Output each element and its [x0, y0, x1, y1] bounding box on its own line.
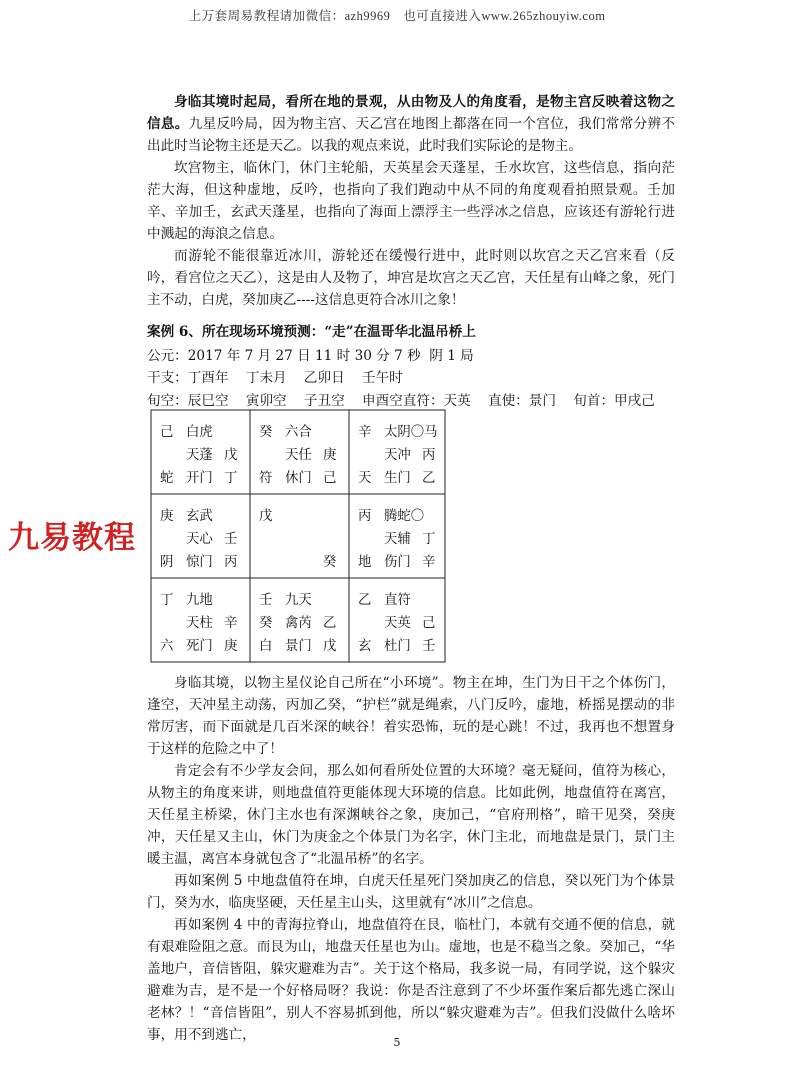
palace-line: [358, 612, 451, 635]
palace-token: 戊: [259, 509, 273, 524]
palace-token: 禽芮: [285, 616, 312, 631]
palace-token: 辛: [224, 616, 238, 631]
palace-cell: [259, 421, 352, 490]
palace-token: 辛: [358, 425, 372, 440]
palace-cell: [358, 505, 451, 574]
palace-token: 丙: [358, 509, 372, 524]
palace-line: [358, 589, 451, 612]
palace-token: 癸: [259, 616, 273, 631]
palace-line: [259, 528, 352, 551]
intro-paragraph-2: 坎宫物主，临休门，休门主轮船，天英星会天蓬星，壬水坎宫，这些信息，指向茫茫大海，但这种虚地，反吟，也指向了我们跑动中从不同的角度观看拍照景观。壬加辛、辛加壬，玄武天蓬星，也指向了海面上漂浮主一些浮冰之信息，应该还有游轮行进中溅起的海浪之信息。: [147, 160, 675, 242]
lead-bold-text: 身临其境时起局，看所在地的景观，从由物及人的角度看，是物主宫反映着这物之信息。: [147, 94, 675, 132]
palace-line: [259, 635, 352, 658]
palace-cell: [259, 589, 352, 658]
palace-cell: [358, 421, 451, 490]
palace-token: 开门: [186, 471, 213, 486]
palace-line: [160, 589, 253, 612]
qimen-chart-grid: [150, 409, 452, 665]
palace-token: 生门: [384, 471, 411, 486]
palace-token: 杜门: [384, 639, 411, 654]
palace-line: [160, 528, 253, 551]
palace-token: 天英: [384, 616, 411, 631]
palace-token: 丁: [160, 593, 174, 608]
lead-rest-text: 九星反吟局，因为物主宫、天乙宫在地图上都落在同一个宫位，我们常常分辨不出此时当论物主还是天乙。以我的观点来说，此时我们实际论的是物主。: [147, 116, 676, 154]
palace-line: [358, 635, 451, 658]
palace-token: 白: [259, 639, 273, 654]
intro-section: [147, 91, 675, 311]
palace-line: [259, 444, 352, 467]
palace-token: 戊: [323, 639, 337, 654]
palace-token: 休门: [285, 471, 312, 486]
palace-line: [160, 421, 253, 444]
palace-token: 玄武: [186, 509, 213, 524]
palace-token: 癸: [259, 425, 273, 440]
palace-token: 六合: [285, 425, 312, 440]
palace-token: 天柱: [186, 616, 213, 631]
case-ganzhi-line: 干支：丁酉年 丁未月 乙卯日 壬午时: [147, 370, 403, 386]
case-date-line: 公元：2017 年 7 月 27 日 11 时 30 分 7 秒 阴 1 局: [147, 348, 474, 364]
palace-token: 天: [358, 471, 372, 486]
palace-line: [160, 612, 253, 635]
analysis-paragraph-3: 再如案例 5 中地盘值符在坤，白虎天任星死门癸加庚乙的信息，癸以死门为个体景门，癸为水，临庚坚硬，天任星主山头，这里就有“冰川”之信息。: [147, 873, 675, 911]
palace-token: 癸: [323, 555, 337, 570]
palace-cell: [160, 505, 253, 574]
palace-line: [160, 467, 253, 490]
palace-token: 六: [160, 639, 174, 654]
palace-token: 庚: [224, 639, 238, 654]
palace-token: 太阴〇马: [384, 425, 438, 440]
page-header: 上万套周易教程请加微信：azh9969 也可直接进入www.265zhouyiw.com: [188, 9, 606, 23]
analysis-paragraph-4: 再如案例 4 中的青海拉脊山，地盘值符在艮，临杜门，本就有交通不便的信息，就有艰难险阻之意。而艮为山，地盘天任星也为山。虚地，也是不稳当之象。癸加己，“华盖地户，音信皆阻，躲灾避难为吉”。关于这个格局，我多说一局，有同学说，这个躲灾避难为吉，是不是一个好格局呀？我说：你是否注意到了不少坏蛋作案后都先逃亡深山老林？！“音信皆阻”，别人不容易抓到他，所以“躲灾避难为吉”。但我们没做什么啥坏事，用不到逃亡，: [147, 917, 675, 1043]
palace-line: [259, 421, 352, 444]
intro-paragraph-1: [147, 91, 675, 157]
palace-token: 玄: [358, 639, 372, 654]
palace-token: 符: [259, 471, 273, 486]
palace-line: [259, 612, 352, 635]
palace-line: [160, 635, 253, 658]
palace-token: 天辅: [384, 532, 411, 547]
palace-token: 己: [160, 425, 174, 440]
palace-line: [259, 467, 352, 490]
palace-token: 乙: [358, 593, 372, 608]
palace-token: 壬: [224, 532, 238, 547]
palace-token: 天任: [285, 448, 312, 463]
palace-token: 庚: [160, 509, 174, 524]
palace-line: [259, 589, 352, 612]
palace-cell: [358, 589, 451, 658]
palace-token: 己: [323, 471, 337, 486]
palace-line: [358, 467, 451, 490]
palace-token: 庚: [323, 448, 337, 463]
analysis-paragraph-2: 肯定会有不少学友会问，那么如何看所处位置的大环境？毫无疑问，值符为核心，从物主的角度来讲，则地盘值符更能体现大环境的信息。比如此例，地盘值符在离宫，天任星主桥梁，休门主水也有深渊峡谷之象，庚加己，“官府刑格”，暗干见癸，癸庚冲，天任星又主山，休门为庚金之个体景门为名字，休门主北，而地盘是景门，景门主暖主温，离宫本身就包含了“北温吊桥”的名字。: [147, 763, 675, 867]
palace-token: 壬: [422, 639, 436, 654]
palace-line: [358, 421, 451, 444]
palace-token: 己: [422, 616, 436, 631]
palace-token: 九地: [186, 593, 213, 608]
palace-token: 丁: [422, 532, 436, 547]
page-number: 5: [393, 1036, 401, 1049]
palace-token: 丙: [422, 448, 436, 463]
palace-cell: [160, 589, 253, 658]
case-title: 案例 6、所在现场环境预测：“走”在温哥华北温吊桥上: [147, 324, 476, 340]
case-xunkong-line: 旬空：辰巳空 寅卯空 子丑空 申酉空直符：天英 直使：景门 旬首：甲戌己: [147, 393, 655, 409]
palace-line: [160, 505, 253, 528]
palace-line: [358, 528, 451, 551]
palace-token: 蛇: [160, 471, 174, 486]
palace-token: 乙: [323, 616, 337, 631]
palace-line: [160, 444, 253, 467]
palace-token: 九天: [285, 593, 312, 608]
palace-token: 地: [358, 555, 372, 570]
analysis-section: [147, 672, 675, 1046]
palace-token: 天蓬: [186, 448, 213, 463]
palace-cell: [160, 421, 253, 490]
palace-token: 惊门: [186, 555, 213, 570]
intro-paragraph-3: 而游轮不能很靠近冰川，游轮还在缓慢行进中，此时则以坎宫之天乙宫来看（反吟，看宫位之天乙），这是由人及物了，坤宫是坎宫之天乙宫，天任星有山峰之象，死门主不动，白虎，癸加庚乙----这信息更符合冰川之象！: [147, 248, 675, 308]
palace-token: 阴: [160, 555, 174, 570]
palace-token: 辛: [422, 555, 436, 570]
palace-token: 直符: [384, 593, 411, 608]
watermark-logo: 九易教程: [8, 520, 136, 556]
palace-line: [259, 505, 352, 528]
palace-cell: [259, 505, 352, 574]
palace-line: [160, 551, 253, 574]
palace-token: 伤门: [384, 555, 411, 570]
palace-token: 景门: [285, 639, 312, 654]
palace-token: 乙: [422, 471, 436, 486]
analysis-paragraph-1: 身临其境，以物主星仪论自己所在“小环境”。物主在坤，生门为日干之个体伤门，逢空，天冲星主动荡，丙加乙癸，“护栏”就是绳索，八门反吟，虚地，桥摇晃摆动的非常厉害，而下面就是几百米深的峡谷！着实恐怖，玩的是心跳！不过，我再也不想置身于这样的危险之中了！: [147, 675, 675, 757]
palace-token: 死门: [186, 639, 213, 654]
palace-token: 戊: [224, 448, 238, 463]
palace-line: [358, 444, 451, 467]
palace-token: 丙: [224, 555, 238, 570]
palace-line: [358, 551, 451, 574]
palace-line: [259, 551, 352, 574]
palace-token: 天冲: [384, 448, 411, 463]
palace-line: [358, 505, 451, 528]
palace-token: 丁: [224, 471, 238, 486]
palace-token: 天心: [186, 532, 213, 547]
palace-token: 壬: [259, 593, 273, 608]
palace-token: 腾蛇〇: [384, 509, 425, 524]
palace-token: 白虎: [186, 425, 213, 440]
